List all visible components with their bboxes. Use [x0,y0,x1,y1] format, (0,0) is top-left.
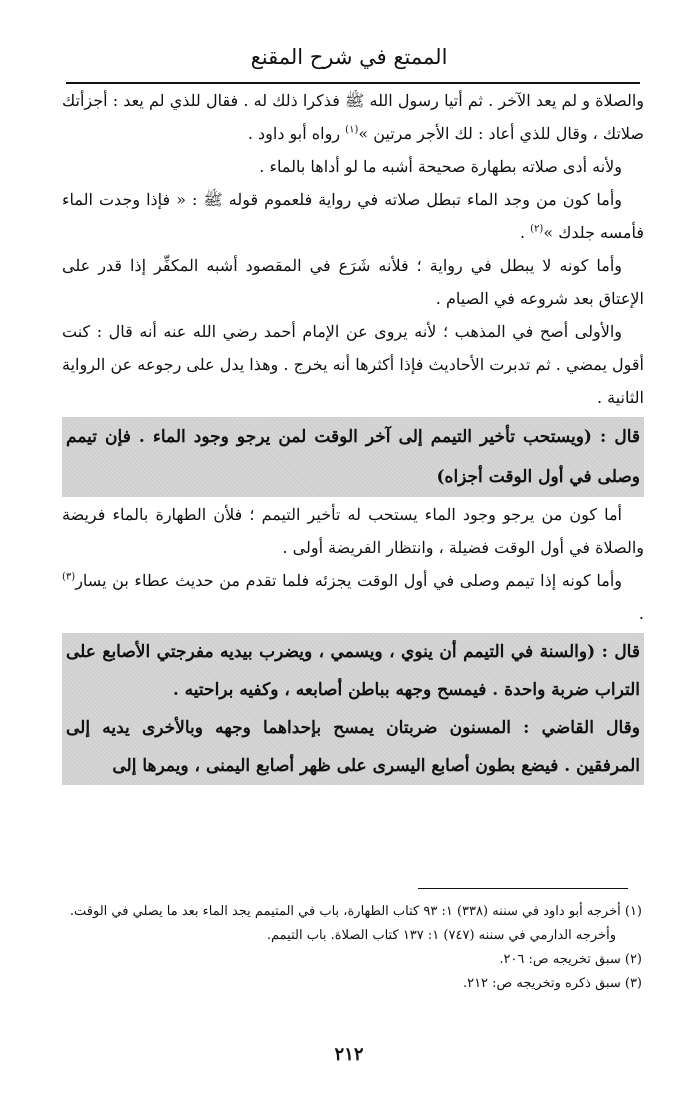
footnote-marker: (٣) [62,571,76,583]
matn-quote-block: قال : (ويستحب تأخير التيمم إلى آخر الوقت لمن يرجو وجود الماء . فإن تيمم وصلى في أول الوقت أجزاه) [62,417,644,497]
paragraph: والصلاة و لم يعد الآخر . ثم أتيا رسول الله ﷺ فذكرا ذلك له . فقال للذي لم يعد : أجزأتك صلاتك ، وقال للذي أعاد : لك الأجر مرتين »$^{(١)}$ رواه أبو داود . [62,91,645,143]
footnote-divider [418,888,628,889]
paragraph: أما كون من يرجو وجود الماء يستحب له تأخير التيمم ؛ فلأن الطهارة بالماء فريضة والصلاة في أول الوقت فضيلة ، وانتظار الفريضة أولى . [62,505,644,557]
footnote: (٣) سبق ذكره وتخريجه ص: ٢١٢. [462,976,642,991]
paragraph: وأما كون من وجد الماء تبطل صلاته في رواية فلعموم قوله ﷺ : « فإذا وجدت الماء فأمسه جلدك »$^{(٢)}$ . [62,190,644,242]
footnotes [64,900,642,996]
paragraph: والأولى أصح في المذهب ؛ لأنه يروى عن الإمام أحمد رضي الله عنه أنه قال : كنت أقول يمضي . ثم تدبرت الأحاديث فإذا أكثرها أنه يخرج . وهذا يدل على رجوعه عن الرواية الثانية . [62,322,644,407]
footnote: (١) أخرجه أبو داود في سننه (٣٣٨) ١: ٩٣ كتاب الطهارة، باب في المتيمم يجد الماء بعد ما يصلي في الوقت. [69,904,642,919]
footnote-marker: (١) [345,124,359,136]
matn-quote-line: وقال القاضي : المسنون ضربتان يمسح بإحداهما وجهه وبالأخرى يديه إلى المرفقين . فيضع بطون أصابع اليسرى على ظهر أصابع اليمنى ، ويمرها إلى [66,718,640,776]
footnote-marker: (٢) [530,223,544,235]
page-number: ٢١٢ [334,1044,364,1065]
matn-quote-block [62,633,644,785]
paragraph: وأما كونه إذا تيمم وصلى في أول الوقت يجزئه فلما تقدم من حديث عطاء بن يسار$^{(٣)}$ . [62,571,644,623]
footnote: وأخرجه الدارمي في سننه (٧٤٧) ١: ١٣٧ كتاب الصلاة. باب التيمم. [266,928,616,943]
paragraph: وأما كونه لا يبطل في رواية ؛ فلأنه شَرَع في المقصود أشبه المكفِّر إذا قدر على الإعتاق بعد شروعه في الصيام . [62,256,644,308]
running-header-title: الممتع في شرح المقنع [250,45,448,69]
footnote: (٢) سبق تخريجه ص: ٢٠٦. [499,952,642,967]
main-text [62,84,644,786]
paragraph: ولأنه أدى صلاته بطهارة صحيحة أشبه ما لو أداها بالماء . [259,157,622,176]
matn-quote-line: قال : (والسنة في التيمم أن ينوي ، ويسمي ، ويضرب بيديه مفرجتي الأصابع على التراب ضربة واحدة . فيمسح وجهه بباطن أصابعه ، وكفيه براحتيه . [66,642,640,700]
